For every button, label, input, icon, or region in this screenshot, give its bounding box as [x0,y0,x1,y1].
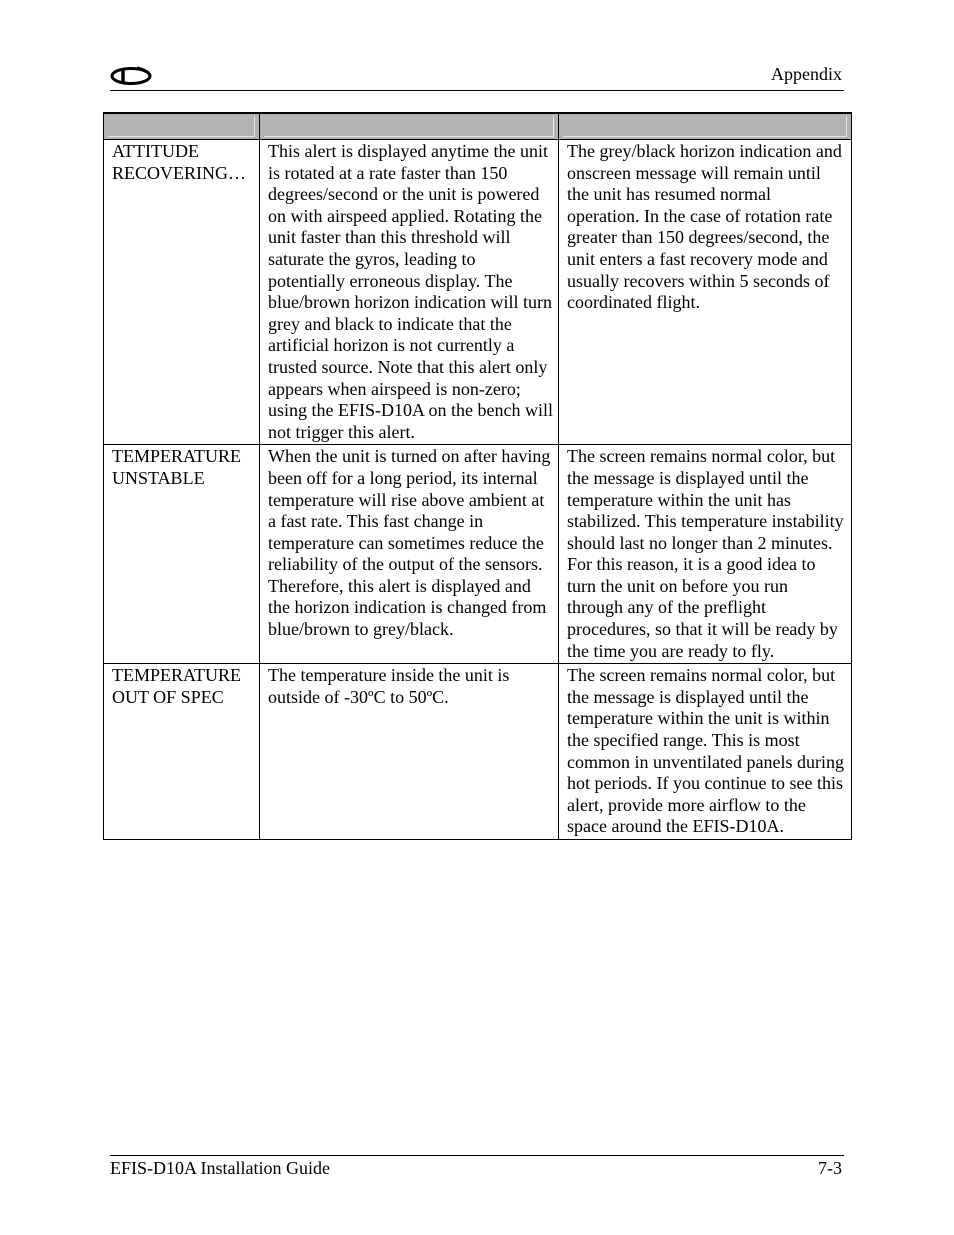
column-header [559,113,852,140]
table-header-row [104,113,852,140]
table-row [104,140,852,445]
column-header [104,113,260,140]
document-title: EFIS-D10A Installation Guide [110,1158,330,1178]
section-title: Appendix [771,64,842,84]
table-row [104,664,852,840]
page-footer [110,1155,844,1178]
alert-result-cell: The screen remains normal color, but the message is displayed until the temperature within the unit is within the specified range. This is most common in unventilated panels during hot periods. If you continue to see this alert, provide more airflow to the space around the EFIS-D10A. [559,664,852,840]
column-header [260,113,559,140]
table-row [104,445,852,664]
page-number: 7-3 [818,1158,842,1178]
alert-message-cell: TEMPERATURE OUT OF SPEC [104,664,260,840]
alert-message-cell: ATTITUDE RECOVERING… [104,140,260,445]
alert-cause-cell: This alert is displayed anytime the unit is rotated at a rate faster than 150 degrees/second or the unit is powered on with airspeed applied. Rotating the unit faster than this threshold will saturate the gyros, leading to potentially erroneous display. The blue/brown horizon indication will turn grey and black to indicate that the artificial horizon is not currently a trusted source. Note that this alert only appears when airspeed is non-zero; using the EFIS-D10A on the bench will not trigger this alert. [260,140,559,445]
alert-result-cell: The grey/black horizon indication and onscreen message will remain until the unit has resumed normal operation. In the case of rotation rate greater than 150 degrees/second, the unit enters a fast recovery mode and usually recovers within 5 seconds of coordinated flight. [559,140,852,445]
company-logo-icon [110,66,154,86]
alert-message-cell: TEMPERATURE UNSTABLE [104,445,260,664]
alert-cause-cell: When the unit is turned on after having been off for a long period, its internal temperature will rise above ambient at a fast rate. This fast change in temperature can sometimes reduce the reliability of the output of the sensors. Therefore, this alert is displayed and the horizon indication is changed from blue/brown to grey/black. [260,445,559,664]
page-header [110,62,844,91]
alerts-table [103,112,852,840]
alert-cause-cell: The temperature inside the unit is outside of -30ºC to 50ºC. [260,664,559,840]
alert-result-cell: The screen remains normal color, but the message is displayed until the temperature within the unit has stabilized. This temperature instability should last no longer than 2 minutes. For this reason, it is a good idea to turn the unit on before you run through any of the preflight procedures, so that it will be ready by the time you are ready to fly. [559,445,852,664]
